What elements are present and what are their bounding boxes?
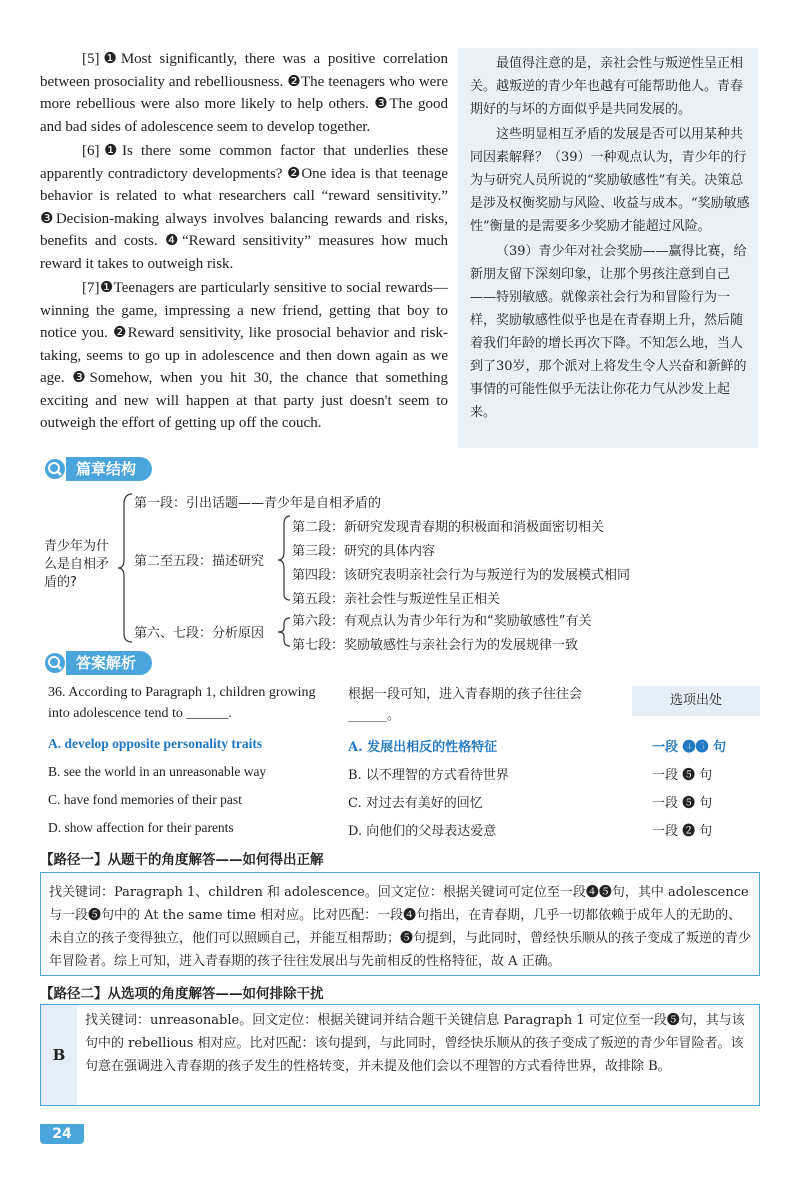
paragraph-7-zh: （39）青少年对社会奖励——赢得比赛，给新朋友留下深刻印象，让那个男孩注意到自己——特别敏感。就像亲社会行为和冒险行为一样，奖励敏感性似乎也是在青春期上升，然后随着我们年龄的增长再次下降。不知怎么地，当人到了30岁，那个派对上将发生令人兴奋和新鲜的事情的可能性似乎无法让你花力气从沙发上起来。 [470, 244, 747, 420]
structure-p5: 第五段：亲社会性与叛逆性呈正相关 [292, 592, 501, 607]
structure-topic: 青少年为什么是自相矛盾的? [44, 539, 110, 590]
route2-box [40, 1004, 760, 1106]
option-d-source: 一段 ❷ 句 [652, 824, 713, 839]
route2-title: 【路径二】从选项的角度解答——如何排除干扰 [40, 986, 324, 1002]
structure-title: 篇章结构 [66, 457, 152, 481]
structure-p2: 第二段：新研究发现青春期的积极面和消极面密切相关 [292, 520, 605, 535]
option-d-en: D. show affection for their parents [48, 820, 234, 835]
chinese-translation [458, 48, 758, 448]
option-c-en: C. have fond memories of their past [48, 792, 242, 807]
route1-text: 找关键词：Paragraph 1、children 和 adolescence。回文定位：根据关键词可定位至一段❹❺句，其中 adolescence 与一段❺句中的 At the same time 相对应。比对匹配：一段❹句指出，在青春期，几乎一切都依赖于成年人的无助的、未自立的孩子变得独立，他们可以照顾自己，并能互相帮助；❺句提到，与此同时，曾经快乐顺从的孩子变成了叛逆的青少年冒险者。综上可知，进入青春期的孩子往往发展出与先前相反的性格特征，故 A 正确。 [49, 885, 752, 969]
magnifier-icon [44, 458, 66, 480]
route2-option-label: B [41, 1005, 77, 1105]
option-b-en: B. see the world in an unreasonable way [48, 764, 267, 779]
option-a-source: 一段 ❹❺ 句 [652, 740, 727, 755]
route1-title: 【路径一】从题干的角度解答——如何得出正解 [40, 852, 324, 868]
option-a-en: A. develop opposite personality traits [48, 736, 263, 751]
paragraph-5-en: [5]❶Most significantly, there was a positive correlation between prosociality and rebelliousness. ❷The teenagers who were more rebellious were also more likely to help others. ❸The good and bad sides of adolescence seem to develop together. [40, 51, 448, 135]
route2-text: 找关键词：unreasonable。回文定位：根据关键词并结合题干关键信息 Paragraph 1 可定位至一段❺句，其与该句中的 rebellious 相对应。比对匹配：该句提到，与此同时，曾经快乐顺从的孩子变成了叛逆的青少年冒险者。该句意在强调进入青春期的孩子发生的性格转变，并未提及他们会以不理智的方式看待世界，故排除 B。 [85, 1013, 745, 1074]
question-en: 36. According to Paragraph 1, children growing into adolescence tend to ______. [48, 685, 316, 721]
paragraph-6-en: [6]❶Is there some common factor that underlies these apparently contradictory developments? ❷One idea is that teenage behavior is related to what researchers call “reward sensitivity.” ❸Decision-making always involves balancing rewards and risks, benefits and costs. ❹“Reward sensitivity” measures how much reward it takes to outweigh risk. [40, 143, 448, 272]
structure-heading [44, 456, 152, 482]
structure-p3: 第三段：研究的具体内容 [292, 544, 436, 559]
structure-p6: 第六段：有观点认为青少年行为和“奖励敏感性”有关 [292, 614, 592, 629]
option-c-zh: C. 对过去有美好的回忆 [348, 796, 483, 811]
structure-p7: 第七段：奖励敏感性与亲社会行为的发展规律一致 [292, 638, 579, 653]
source-header: 选项出处 [632, 686, 760, 716]
structure-p1: 第一段：引出话题——青少年是自相矛盾的 [134, 496, 382, 511]
option-d-zh: D. 向他们的父母表达爱意 [348, 824, 497, 839]
option-b-source: 一段 ❺ 句 [652, 768, 713, 783]
magnifier-icon [44, 652, 66, 674]
paragraph-7-en: [7]❶Teenagers are particularly sensitive to social rewards—winning the game, impressing a new friend, getting that boy to notice you. ❷Reward sensitivity, like prosocial behavior and risk-taking, seems to go up in adolescence and then down again as we age. ❸Somehow, when you hit 30, the chance that something exciting and new will happen at that party just doesn't seem to outweigh the effort of getting up off the couch. [40, 280, 448, 431]
route1-box [40, 872, 760, 976]
structure-group3: 第六、七段：分析原因 [134, 626, 265, 641]
structure-group2: 第二至五段：描述研究 [134, 554, 265, 569]
option-a-zh: A. 发展出相反的性格特征 [348, 740, 498, 755]
answer-heading [44, 650, 152, 676]
answer-title: 答案解析 [66, 651, 152, 675]
english-passage [40, 48, 448, 437]
question-zh: 根据一段可知，进入青春期的孩子往往会______。 [348, 687, 583, 723]
structure-p4: 第四段：该研究表明亲社会行为与叛逆行为的发展模式相同 [292, 568, 631, 583]
option-b-zh: B. 以不理智的方式看待世界 [348, 768, 509, 783]
option-c-source: 一段 ❺ 句 [652, 796, 713, 811]
page-number: 24 [40, 1124, 84, 1144]
paragraph-6-zh: 这些明显相互矛盾的发展是否可以用某种共同因素解释？（39）一种观点认为，青少年的行为与研究人员所说的“奖励敏感性”有关。决策总是涉及权衡奖励与风险、收益与成本。“奖励敏感性”衡量的是需要多少奖励才能超过风险。 [470, 127, 750, 234]
paragraph-5-zh: 最值得注意的是，亲社会性与叛逆性呈正相关。越叛逆的青少年也越有可能帮助他人。青春期好的与坏的方面似乎是共同发展的。 [470, 56, 744, 117]
